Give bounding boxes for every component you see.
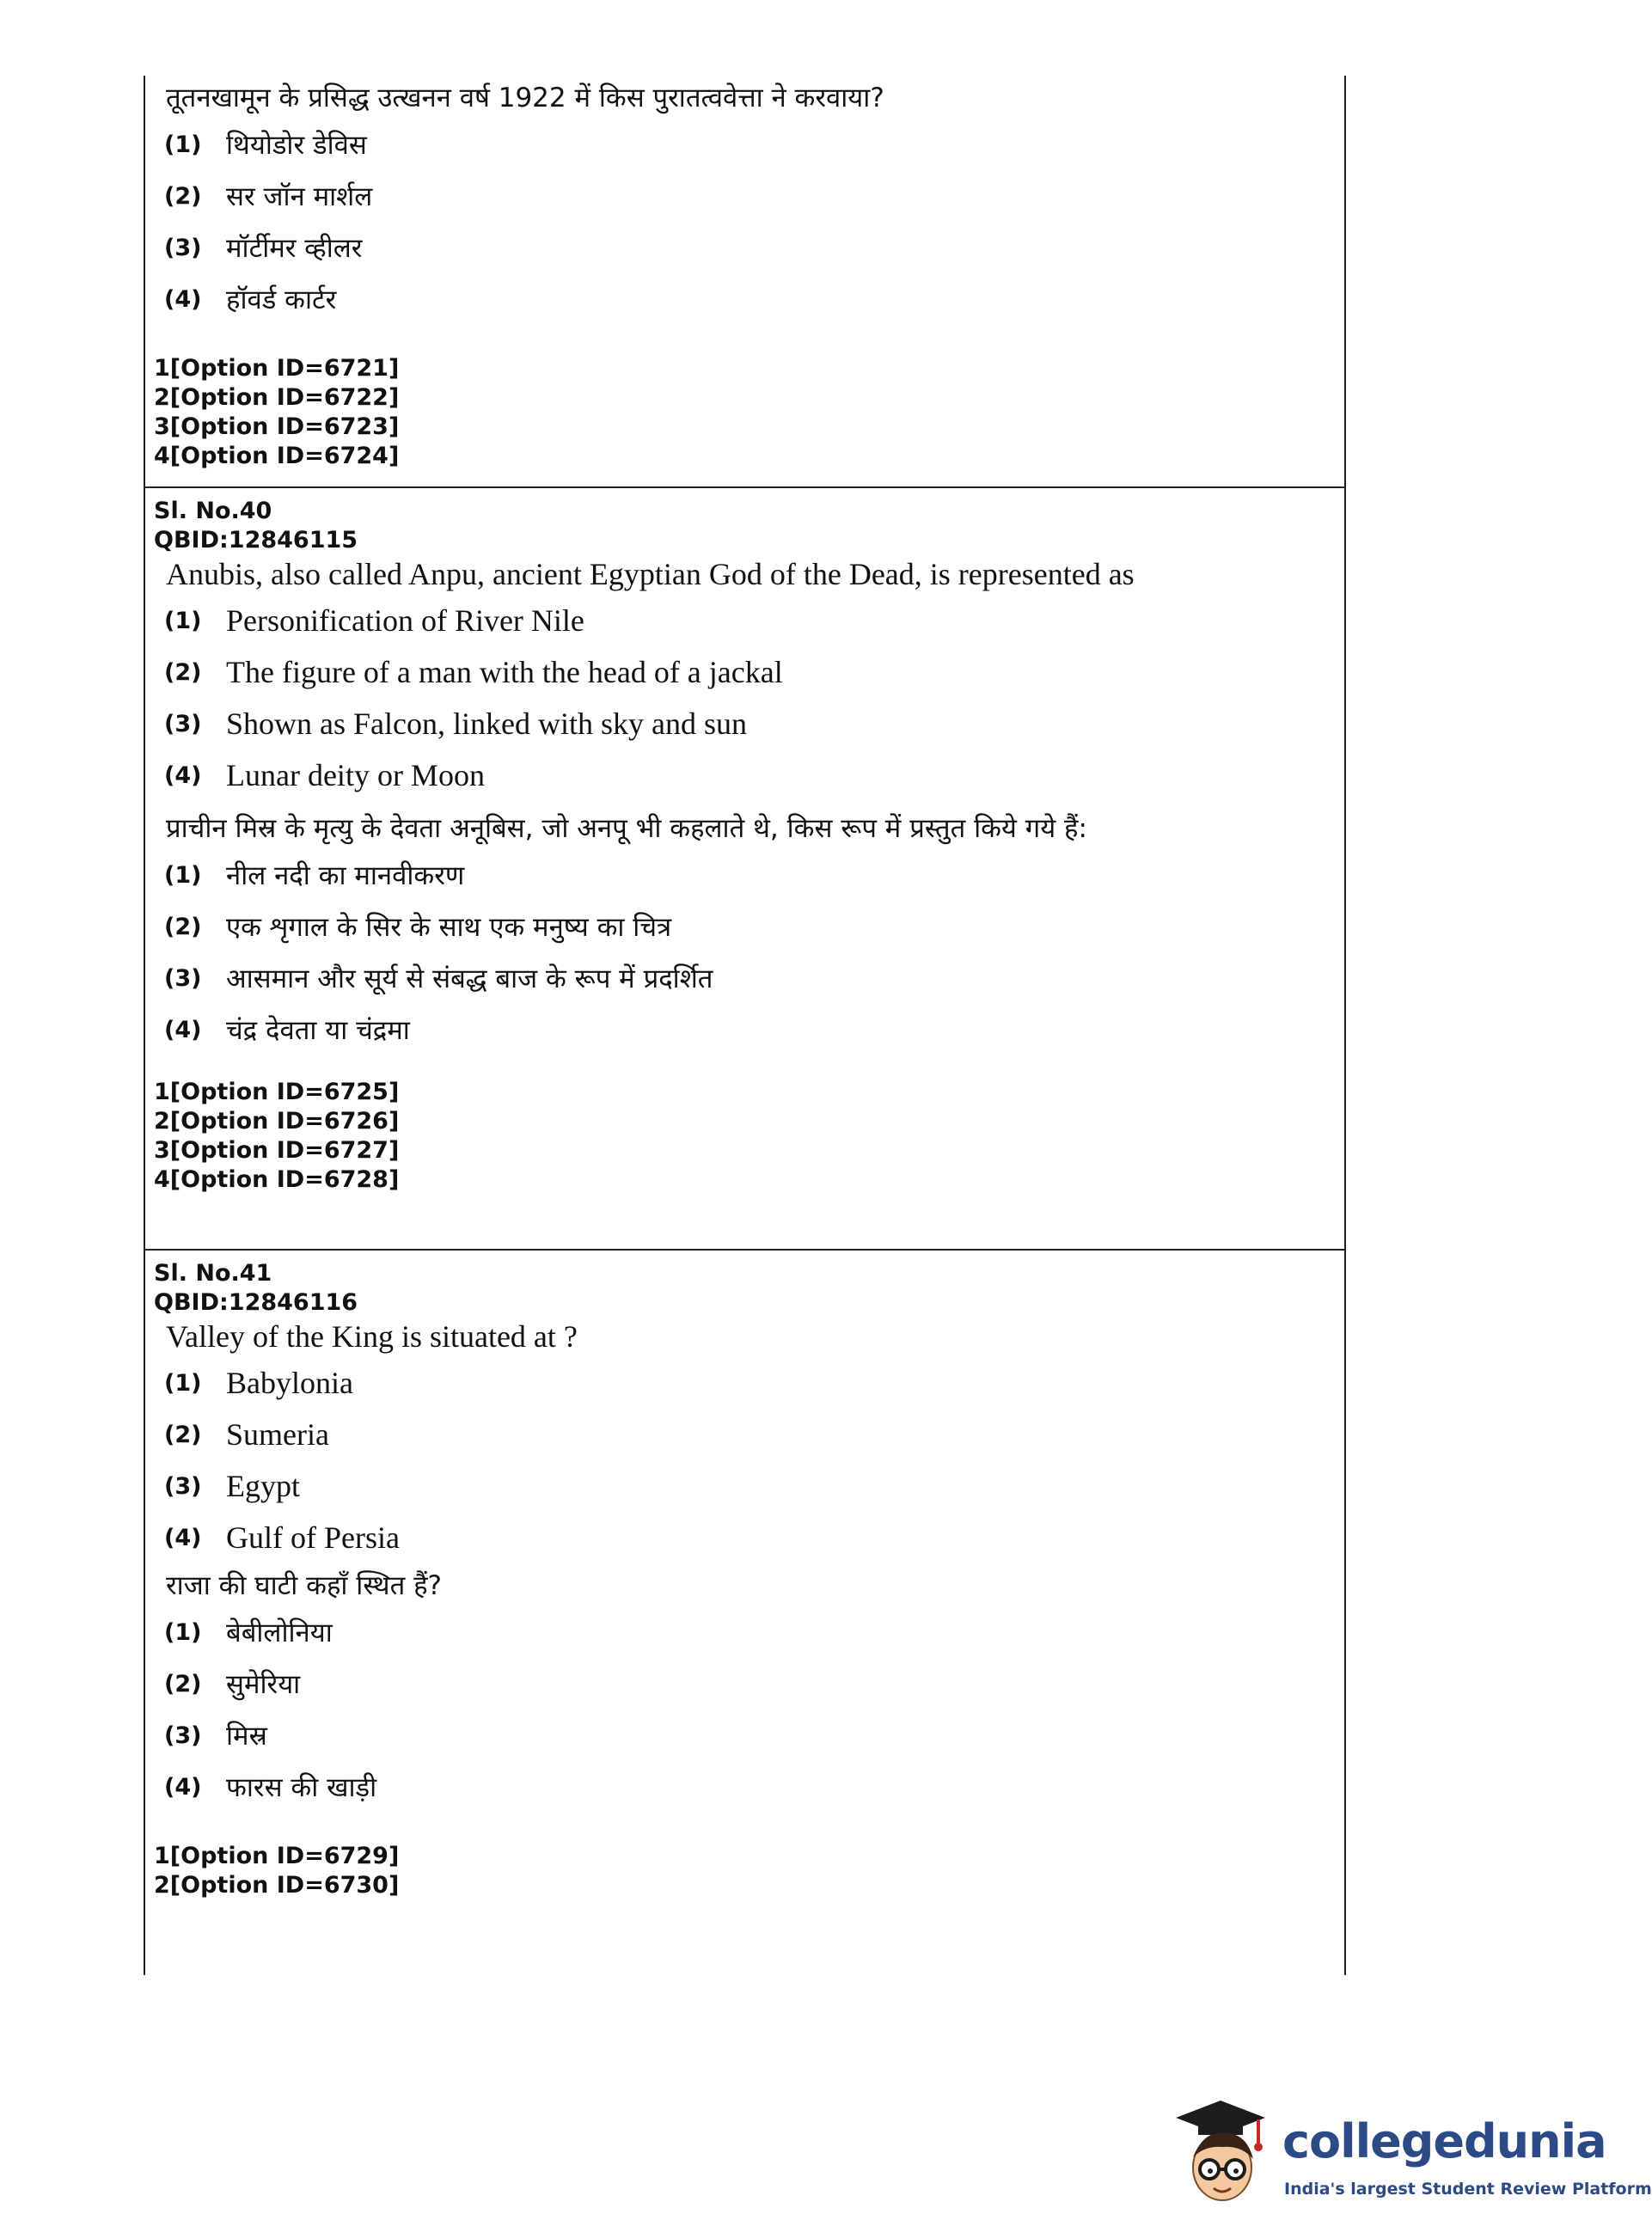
option-number: (3) <box>164 1722 202 1749</box>
option-number: (2) <box>164 1670 202 1697</box>
option-text: Egypt <box>226 1469 300 1503</box>
serial-number: Sl. No.40 <box>154 498 272 524</box>
divider <box>145 1249 1344 1251</box>
option-number: (4) <box>164 1773 202 1801</box>
option-text: आसमान और सूर्य से संबद्ध बाज के रूप में प्रदर्शित <box>226 963 713 994</box>
option-number: (3) <box>164 710 202 737</box>
option-text: Sumeria <box>226 1417 329 1452</box>
option-number: (1) <box>164 861 202 889</box>
student-mascot-icon <box>1169 2097 1279 2209</box>
serial-number: Sl. No.41 <box>154 1260 272 1287</box>
option-item <box>164 1357 1344 1409</box>
option-id: 3[Option ID=6727] <box>154 1137 400 1164</box>
option-id-list <box>145 354 1344 471</box>
option-id-list <box>145 1842 1344 1900</box>
question-text-hindi: तूतनखामून के प्रसिद्ध उत्खनन वर्ष 1922 में किस पुरातत्ववेत्ता ने करवाया? <box>166 83 884 113</box>
option-number: (3) <box>164 1472 202 1500</box>
option-item <box>164 1004 1344 1055</box>
option-id: 1[Option ID=6725] <box>154 1079 400 1105</box>
option-text: चंद्र देवता या चंद्रमा <box>226 1015 410 1046</box>
option-number: (1) <box>164 1369 202 1397</box>
option-text: नील नदी का मानवीकरण <box>226 860 465 891</box>
option-item <box>164 170 1344 222</box>
option-text: Lunar deity or Moon <box>226 758 485 792</box>
option-text: The figure of a man with the head of a jackal <box>226 655 783 689</box>
option-item <box>164 1460 1344 1512</box>
question-block-41 <box>145 1259 1344 1900</box>
option-text: हॉवर्ड कार्टर <box>226 284 337 315</box>
brand-name: collegedunia <box>1282 2114 1606 2168</box>
option-text: Personification of River Nile <box>226 603 584 638</box>
question-text: Valley of the King is situated at ? <box>166 1319 578 1354</box>
option-item <box>164 273 1344 325</box>
option-number: (2) <box>164 913 202 940</box>
option-number: (1) <box>164 607 202 634</box>
option-item <box>164 1606 1344 1658</box>
question-text-hindi: प्राचीन मिस्र के मृत्यु के देवता अनूबिस, जो अनपू भी कहलाते थे, किस रूप में प्रस्तुत किये गये हैं: <box>166 813 1087 844</box>
option-text: सुमेरिया <box>226 1669 301 1700</box>
option-text: एक शृगाल के सिर के साथ एक मनुष्य का चित्र <box>226 912 672 943</box>
option-item <box>164 1512 1344 1563</box>
option-text: Gulf of Persia <box>226 1520 400 1555</box>
option-item <box>164 119 1344 170</box>
option-item <box>164 1709 1344 1761</box>
option-id: 2[Option ID=6730] <box>154 1872 400 1899</box>
question-text: Anubis, also called Anpu, ancient Egyptian God of the Dead, is represented as <box>166 557 1135 591</box>
option-text: सर जॉन मार्शल <box>226 181 373 212</box>
option-id: 1[Option ID=6729] <box>154 1843 400 1869</box>
option-number: (2) <box>164 658 202 686</box>
option-item <box>164 952 1344 1004</box>
option-number: (3) <box>164 964 202 992</box>
option-item <box>164 646 1344 698</box>
brand-tagline: India's largest Student Review Platform <box>1284 2180 1652 2199</box>
question-block-39 <box>145 76 1344 471</box>
option-text: मिस्र <box>226 1721 267 1752</box>
option-number: (2) <box>164 1421 202 1448</box>
option-item <box>164 698 1344 749</box>
question-block-40 <box>145 497 1344 1195</box>
option-item <box>164 222 1344 273</box>
option-id: 2[Option ID=6722] <box>154 384 400 411</box>
option-item <box>164 749 1344 801</box>
question-text-hindi: राजा की घाटी कहाँ स्थित हैं? <box>166 1570 443 1601</box>
option-item <box>164 901 1344 952</box>
option-number: (4) <box>164 1524 202 1551</box>
option-number: (1) <box>164 131 202 158</box>
option-id: 2[Option ID=6726] <box>154 1108 400 1135</box>
option-id-list <box>145 1078 1344 1195</box>
option-text: बेबीलोनिया <box>226 1618 333 1648</box>
option-number: (4) <box>164 285 202 313</box>
option-text: Shown as Falcon, linked with sky and sun <box>226 706 747 741</box>
option-text: मॉर्टीमर व्हीलर <box>226 233 363 264</box>
option-item <box>164 849 1344 901</box>
option-number: (4) <box>164 1016 202 1043</box>
option-number: (1) <box>164 1618 202 1646</box>
option-id: 4[Option ID=6728] <box>154 1166 400 1193</box>
option-id: 3[Option ID=6723] <box>154 413 400 440</box>
option-id: 4[Option ID=6724] <box>154 443 400 469</box>
option-number: (4) <box>164 761 202 789</box>
option-text: Babylonia <box>226 1366 353 1400</box>
question-bank-id: QBID:12846115 <box>154 527 358 554</box>
question-paper-frame <box>144 76 1346 1975</box>
question-bank-id: QBID:12846116 <box>154 1289 358 1316</box>
option-item <box>164 1658 1344 1709</box>
option-id: 1[Option ID=6721] <box>154 355 400 382</box>
option-number: (3) <box>164 234 202 261</box>
option-text: फारस की खाड़ी <box>226 1772 377 1803</box>
option-text: थियोडोर डेविस <box>226 130 367 161</box>
option-item <box>164 1761 1344 1813</box>
option-number: (2) <box>164 182 202 210</box>
option-item <box>164 1409 1344 1460</box>
option-item <box>164 595 1344 646</box>
collegedunia-logo <box>1169 2097 1652 2209</box>
divider <box>145 486 1344 488</box>
